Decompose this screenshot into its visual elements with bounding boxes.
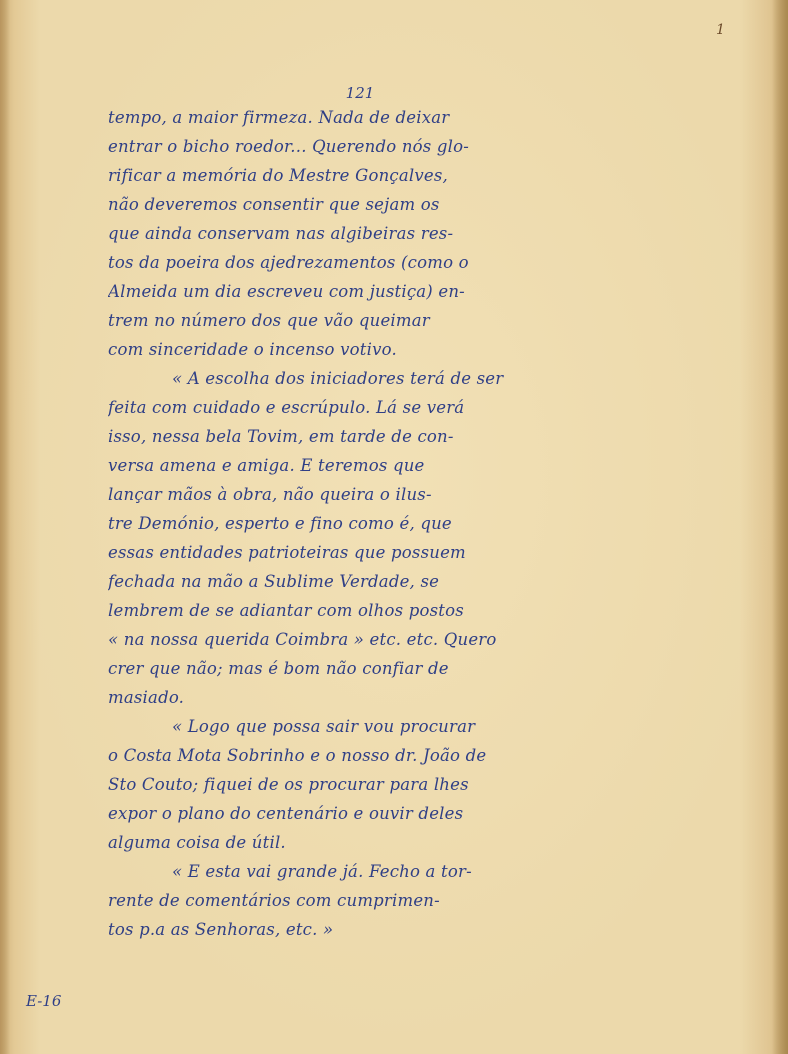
text-line: alguma coisa de útil. [108, 833, 286, 852]
binding-edge [0, 0, 10, 1054]
text-line: « na nossa querida Coimbra » etc. etc. Quero [108, 630, 497, 649]
corner-mark: 1 [716, 22, 725, 38]
text-line: não deveremos consentir que sejam os [108, 195, 440, 214]
text-line: versa amena e amiga. E teremos que [108, 456, 425, 475]
text-line: trem no número dos que vão queimar [108, 311, 430, 330]
handwritten-text-block [108, 103, 588, 944]
text-line: « A escolha dos iniciadores terá de ser [172, 369, 504, 388]
text-line: rente de comentários com cumprimen- [108, 891, 440, 910]
archive-reference: E-16 [26, 992, 62, 1010]
text-line: masiado. [108, 688, 185, 707]
text-line: entrar o bicho roedor... Querendo nós glo- [108, 137, 470, 156]
text-line: fechada na mão a Sublime Verdade, se [108, 572, 440, 591]
text-line: Almeida um dia escreveu com justiça) en- [108, 282, 465, 301]
text-line: que ainda conservam nas algibeiras res- [108, 224, 454, 243]
page-edge [772, 0, 788, 1054]
text-line: com sinceridade o incenso votivo. [108, 340, 397, 359]
text-line: lançar mãos à obra, não queira o ilus- [108, 485, 432, 504]
page-number: 121 [345, 84, 375, 102]
text-line: tos da poeira dos ajedrezamentos (como o [108, 253, 469, 272]
text-line: tos p.a as Senhoras, etc. » [108, 920, 334, 939]
text-line: tempo, a maior firmeza. Nada de deixar [108, 108, 450, 127]
text-line: tre Demónio, esperto e fino como é, que [108, 514, 452, 533]
text-line: « Logo que possa sair vou procurar [172, 717, 476, 736]
text-line: « E esta vai grande já. Fecho a tor- [172, 862, 472, 881]
text-line: feita com cuidado e escrúpulo. Lá se verá [108, 398, 465, 417]
text-line: essas entidades patrioteiras que possuem [108, 543, 466, 562]
text-line: lembrem de se adiantar com olhos postos [108, 601, 464, 620]
text-line: Sto Couto; fiquei de os procurar para lhes [108, 775, 469, 794]
text-line: rificar a memória do Mestre Gonçalves, [108, 166, 448, 185]
text-line: o Costa Mota Sobrinho e o nosso dr. João de [108, 746, 487, 765]
text-line: isso, nessa bela Tovim, em tarde de con- [108, 427, 454, 446]
text-line: crer que não; mas é bom não confiar de [108, 659, 449, 678]
text-line: expor o plano do centenário e ouvir deles [108, 804, 464, 823]
